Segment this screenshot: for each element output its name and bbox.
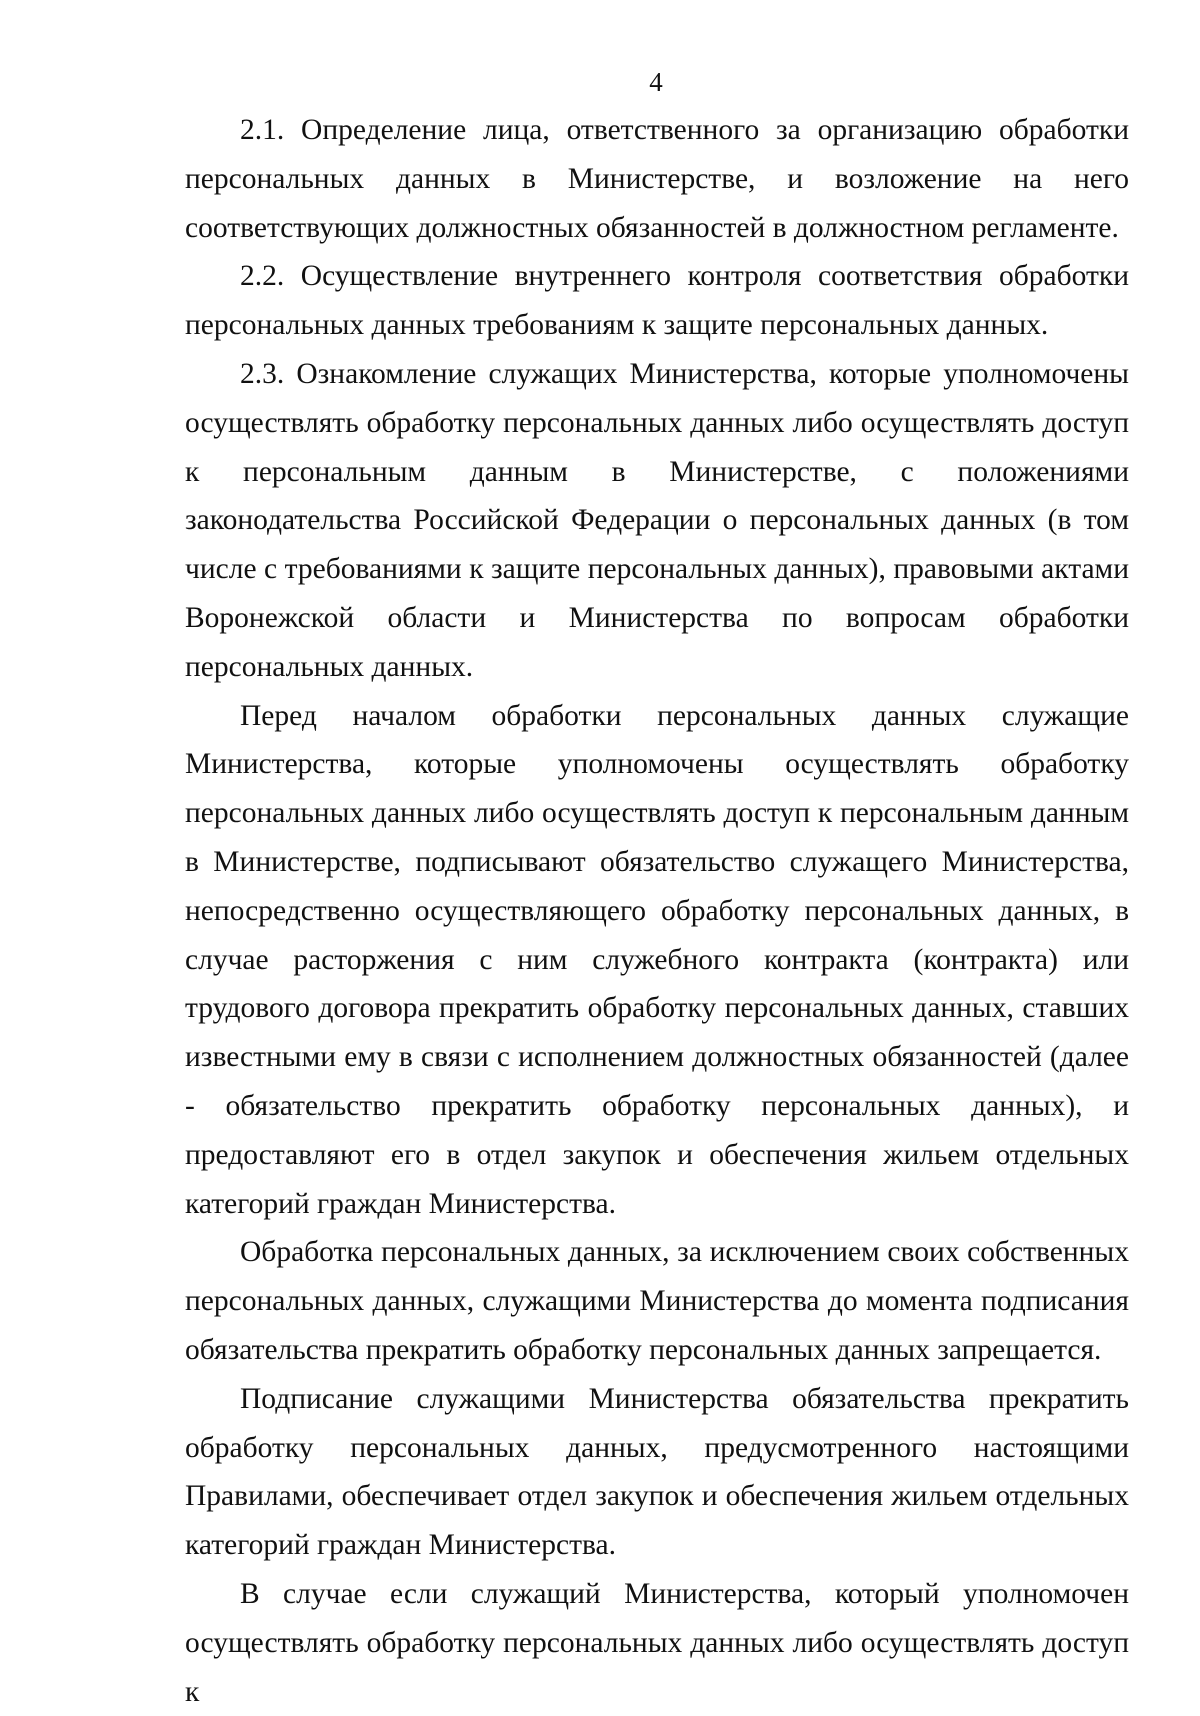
paragraph-signing-provided: Подписание служащими Министерства обязательства прекратить обработку персональных данных, предусмотренного настоящими Правилами, обеспечивает отдел закупок и обеспечения жильем отдельных категорий граждан Министерства.	[185, 1382, 1129, 1562]
paragraph-2-3: 2.3. Ознакомление служащих Министерства, которые уполномочены осуществлять обработку персональных данных либо осуществлять доступ к персональным данным в Министерстве, с положениями законодательства Российской Федерации о персональных данных (в том числе с требованиями к защите персональных данных), правовыми актами Воронежской области и Министерства по вопросам обработки персональных данных.	[185, 357, 1129, 683]
paragraph-2-1: 2.1. Определение лица, ответственного за организацию обработки персональных данных в Министерстве, и возложение на него соответствующих должностных обязанностей в должностном регламенте.	[185, 114, 1129, 244]
paragraph-processing-prohibited: Обработка персональных данных, за исключением своих собственных персональных данных, служащими Министерства до момента подписания обязательства прекратить обработку персональных данных запрещается.	[185, 1236, 1129, 1366]
paragraph-continued: В случае если служащий Министерства, который уполномочен осуществлять обработку персональных данных либо осуществлять доступ к	[185, 1577, 1129, 1708]
paragraph-obligation-signing: Перед началом обработки персональных данных служащие Министерства, которые уполномочены осуществлять обработку персональных данных либо осуществлять доступ к персональным данным в Министерстве, подписывают обязательство служащего Министерства, непосредственно осуществляющего обработку персональных данных, в случае расторжения с ним служебного контракта (контракта) или трудового договора прекратить обработку персональных данных, ставших известными ему в связи с исполнением должностных обязанностей (далее - обязательство прекратить обработку персональных данных), и предоставляют его в отдел закупок и обеспечения жильем отдельных категорий граждан Министерства.	[185, 699, 1129, 1220]
document-body	[185, 106, 1129, 1716]
page-number: 4	[649, 67, 663, 97]
paragraph-2-2: 2.2. Осуществление внутреннего контроля соответствия обработки персональных данных требованиям к защите персональных данных.	[185, 260, 1129, 342]
